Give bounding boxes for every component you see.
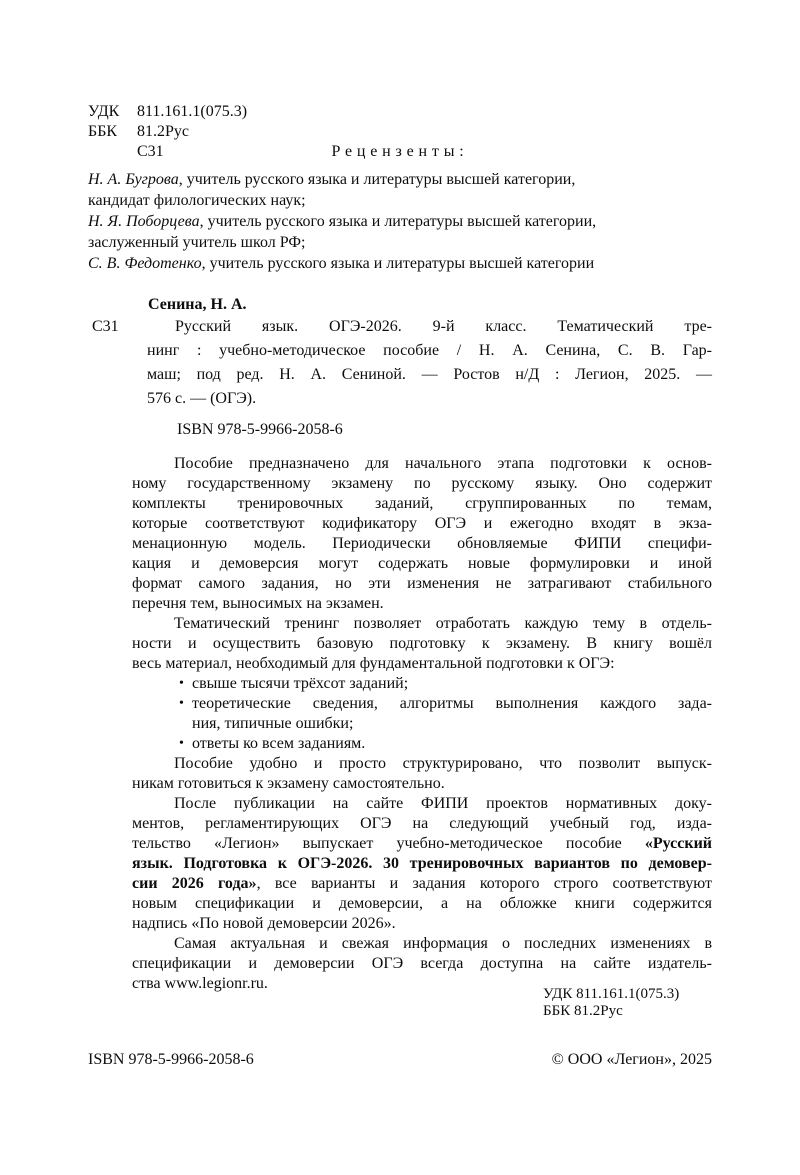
text-segment: Пособие удобно и просто структурировано, что позволит выпуск- (174, 755, 712, 772)
text-segment: Самая актуальная и свежая информация о последних изменениях в (174, 935, 712, 952)
text-segment: «Русский (644, 835, 712, 852)
text-segment: формат самого задания, но эти изменения не затрагивают стабильного (132, 575, 712, 592)
text-segment: С. В. Федотенко (88, 255, 202, 272)
text-segment: которые соответствуют кодификатору ОГЭ и ежегодно входят в экза- (132, 515, 712, 532)
text-line (132, 634, 712, 654)
text-line (132, 834, 712, 854)
text-line (132, 474, 712, 494)
text-line (132, 934, 712, 954)
text-line (132, 874, 712, 894)
text-segment: кация и демоверсия могут содержать новые формулировки и иной (132, 555, 712, 572)
isbn-number: ISBN 978-5-9966-2058-6 (177, 421, 343, 438)
bbk-value: 81.2Рус (137, 123, 189, 140)
text-line (147, 363, 712, 387)
text-segment: ния, типичные ошибки; (192, 715, 354, 732)
book-code: С31 (137, 143, 164, 160)
text-line (88, 232, 712, 253)
text-line (132, 714, 712, 734)
footer-isbn: ISBN 978-5-9966-2058-6 (88, 1051, 254, 1068)
text-segment: сии 2026 года» (132, 875, 257, 892)
text-segment: никам готовиться к экзамену самостоятельно. (132, 775, 445, 792)
text-line (132, 574, 712, 594)
text-line (132, 854, 712, 874)
text-line (132, 554, 712, 574)
text-line (88, 190, 712, 211)
udk-value: 811.161.1(075.3) (137, 103, 248, 120)
text-line (88, 169, 712, 190)
text-segment: нинг : учебно-методическое пособие / Н. А. Сенина, С. В. Гар- (147, 342, 712, 359)
text-segment: , все варианты и задания которого строго соответствуют (256, 875, 712, 892)
bbk-row (88, 122, 712, 142)
text-segment: спецификации и демоверсии ОГЭ всегда доступна на сайте издатель- (132, 955, 712, 972)
text-line (132, 594, 712, 614)
bullet-icon: • (179, 736, 184, 751)
text-segment: кандидат филологических наук; (88, 192, 306, 209)
author-heading: Сенина, Н. А. (148, 296, 247, 313)
text-line (132, 894, 712, 914)
text-line (132, 514, 712, 534)
text-line (132, 534, 712, 554)
text-segment: Русский язык. ОГЭ-2026. 9-й класс. Тематический тре- (175, 318, 712, 335)
text-segment: менационную модель. Периодически обновляемые ФИПИ специфи- (132, 535, 712, 552)
text-segment: свыше тысячи трёхсот заданий; (192, 675, 409, 692)
text-segment: Н. А. Бугрова (88, 171, 179, 188)
text-line (132, 654, 712, 674)
text-segment: Тематический тренинг позволяет отработать каждую тему в отдель- (174, 615, 712, 632)
footer-copyright: © ООО «Легион», 2025 (551, 1051, 712, 1068)
bullet-icon: • (179, 676, 184, 691)
text-segment: , учитель русского языка и литературы высшей категории, (178, 171, 576, 188)
udk-label: УДК (88, 103, 120, 120)
text-segment: заслуженный учитель школ РФ; (88, 234, 306, 251)
text-segment: ному государственному экзамену по русскому языку. Оно содержит (132, 475, 712, 492)
text-segment: новым спецификации и демоверсии, а на обложке книги содержится (132, 895, 712, 912)
text-segment: язык. Подготовка к ОГЭ-2026. 30 тренировочных вариантов по демовер- (132, 855, 712, 872)
text-line (132, 674, 712, 694)
text-segment: ности и осуществить базовую подготовку к экзамену. В книгу вошёл (132, 635, 712, 652)
catalog-code: С31 (92, 318, 119, 335)
footer-classification (543, 986, 712, 1020)
text-line (147, 387, 712, 411)
text-line (132, 454, 712, 474)
catalog-card (92, 315, 712, 411)
text-segment: Н. Я. Поборцева (88, 213, 200, 230)
text-segment: ства www.legionr.ru. (132, 975, 268, 992)
bullet-icon: • (179, 696, 184, 711)
text-segment: , учитель русского языка и литературы высшей категории, (199, 213, 597, 230)
text-segment: теоретические сведения, алгоритмы выполнения каждого зада- (192, 695, 712, 712)
code-reviewers-row (88, 142, 712, 162)
text-line (132, 494, 712, 514)
text-line (132, 754, 712, 774)
text-line (132, 614, 712, 634)
text-segment: , учитель русского языка и литературы высшей категории (201, 255, 595, 272)
text-segment: перечня тем, выносимых на экзамен. (132, 595, 384, 612)
text-line (132, 734, 712, 754)
text-line (132, 794, 712, 814)
text-segment: ответы ко всем заданиям. (192, 735, 366, 752)
text-segment: ментов, регламентирующих ОГЭ на следующий учебный год, изда- (132, 815, 712, 832)
text-line (132, 774, 712, 794)
text-line (132, 694, 712, 714)
reviewers-list (88, 169, 712, 274)
bbk-label: ББК (88, 123, 118, 140)
text-line (147, 315, 712, 339)
text-line (132, 954, 712, 974)
footer-udk: УДК 811.161.1(075.3) (543, 986, 680, 1002)
footer-line (88, 1050, 712, 1070)
text-line (88, 253, 712, 274)
text-segment: комплекты тренировочных заданий, сгруппированных по темам, (132, 495, 712, 512)
classification-block (88, 102, 712, 162)
text-segment: надпись «По новой демоверсии 2026». (132, 915, 396, 932)
text-segment: маш; под ред. Н. А. Сениной. — Ростов н/Д : Легион, 2025. — (147, 366, 712, 383)
catalog-description (147, 315, 712, 411)
text-line (88, 211, 712, 232)
text-segment: Пособие предназначено для начального этапа подготовки к основ- (174, 455, 712, 472)
text-segment: 576 с. — (ОГЭ). (147, 390, 257, 407)
text-segment: После публикации на сайте ФИПИ проектов нормативных доку- (174, 795, 712, 812)
reviewers-heading: Рецензенты: (331, 143, 469, 160)
text-segment: весь материал, необходимый для фундаментальной подготовки к ОГЭ: (132, 655, 615, 672)
udk-row (88, 102, 712, 122)
text-segment: тельство «Легион» выпускает учебно-методическое пособие (132, 835, 645, 852)
text-line (132, 814, 712, 834)
text-line (132, 914, 712, 934)
text-line (147, 339, 712, 363)
annotation-text (132, 454, 712, 994)
footer-bbk: ББК 81.2Рус (543, 1003, 623, 1019)
